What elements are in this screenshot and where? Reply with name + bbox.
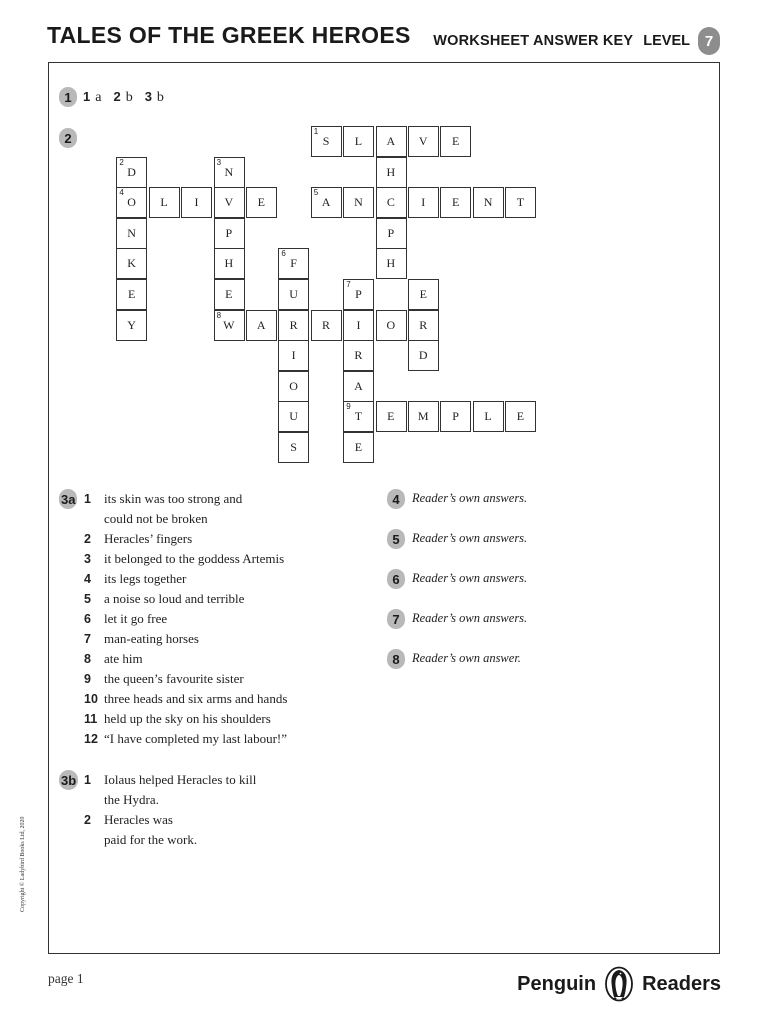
question-5-badge: 5 <box>387 529 405 549</box>
q3b-item-number: 1 <box>84 773 91 787</box>
question-3b-badge: 3b <box>59 770 78 790</box>
crossword-cell <box>408 340 439 371</box>
crossword-cell <box>376 218 407 249</box>
crossword-clue-number: 6 <box>281 249 287 259</box>
crossword-cell <box>343 340 374 371</box>
publisher-brand <box>517 966 721 1002</box>
question-8-badge: 8 <box>387 649 405 669</box>
crossword-cell <box>376 401 407 432</box>
crossword-cell <box>376 310 407 341</box>
crossword-cell <box>376 248 407 279</box>
crossword-clue-number: 7 <box>346 280 352 289</box>
crossword-clue-number: 3 <box>216 157 222 167</box>
question-1-answers <box>83 89 170 106</box>
crossword-letter: O <box>289 378 299 393</box>
crossword-clue-number: 2 <box>119 157 125 167</box>
penguin-logo-icon <box>604 966 634 1002</box>
crossword-letter: I <box>356 317 361 332</box>
crossword-cell <box>278 371 309 402</box>
q3a-item-10 <box>84 689 287 709</box>
crossword-cell <box>116 187 147 218</box>
q3b-item-text: Iolaus helped Heracles to kill <box>104 772 257 787</box>
crossword-letter: T <box>354 409 363 424</box>
crossword-cell <box>278 279 309 310</box>
q3a-item-number: 10 <box>84 692 98 706</box>
question-3a-list <box>84 489 287 749</box>
question-4-badge: 4 <box>387 489 405 509</box>
crossword-cell <box>440 126 471 157</box>
brand-readers-text: Readers <box>642 972 721 995</box>
q3b-item-text-continued: the Hydra. <box>104 792 159 807</box>
q3a-item-continuation <box>84 509 287 529</box>
crossword-letter: E <box>419 287 428 301</box>
q1-answer-2-number: 2 <box>113 89 121 104</box>
crossword-letter: H <box>224 256 234 271</box>
crossword-cell <box>278 340 309 371</box>
q3a-item-text: “I have completed my last labour!” <box>104 731 288 746</box>
crossword-cell <box>311 187 342 218</box>
q1-answer-3 <box>145 89 164 106</box>
q3a-item-12 <box>84 729 287 749</box>
crossword-cell <box>116 248 147 279</box>
copyright-notice: Copyright © Ladybird Books Ltd, 2020 <box>20 816 26 912</box>
q1-answer-2 <box>113 89 132 106</box>
crossword-cell <box>149 187 180 218</box>
crossword-letter: S <box>290 440 298 454</box>
crossword-letter: S <box>322 134 330 148</box>
q3a-item-9 <box>84 669 287 689</box>
q3a-item-5 <box>84 589 287 609</box>
q3a-item-text: its legs together <box>104 571 187 586</box>
crossword-letter: A <box>256 317 267 332</box>
crossword-cell <box>278 401 309 432</box>
crossword-cell <box>246 187 277 218</box>
crossword-letter: R <box>419 317 428 332</box>
q3a-item-text: three heads and six arms and hands <box>104 691 288 706</box>
crossword-cell <box>408 126 439 157</box>
q3a-item-2 <box>84 529 287 549</box>
level-badge: 7 <box>698 27 720 55</box>
q3a-item-3 <box>84 549 287 569</box>
level-label: LEVEL <box>643 33 690 49</box>
crossword-cell <box>116 310 147 341</box>
q3a-item-8 <box>84 649 287 669</box>
crossword-letter: P <box>452 409 460 424</box>
question-7-badge: 7 <box>387 609 405 629</box>
crossword-letter: E <box>516 409 525 424</box>
crossword-cell <box>246 310 277 341</box>
question-2-badge: 2 <box>59 128 77 148</box>
q3a-item-number: 9 <box>84 672 91 686</box>
q3b-item-continuation <box>84 830 256 850</box>
q3a-item-text: let it go free <box>104 611 168 626</box>
crossword-clue-number: 8 <box>216 310 222 320</box>
q3a-item-text: held up the sky on his shoulders <box>104 711 271 726</box>
crossword-letter: P <box>225 225 233 240</box>
crossword-cell <box>214 310 245 341</box>
q3a-item-4 <box>84 569 287 589</box>
crossword-letter: R <box>354 348 363 363</box>
crossword-letter: F <box>290 256 298 271</box>
crossword-letter: A <box>354 378 364 393</box>
question-4-answer: Reader’s own answers. <box>412 491 528 505</box>
brand-penguin-text: Penguin <box>517 972 597 995</box>
question-6-answer: Reader’s own answers. <box>412 571 528 585</box>
crossword-letter: D <box>418 348 429 363</box>
q3a-item-number: 8 <box>84 652 91 666</box>
crossword-cell <box>214 279 245 310</box>
crossword-cell <box>343 432 374 463</box>
crossword-cell <box>214 157 245 188</box>
crossword-letter: U <box>289 287 299 301</box>
crossword-letter: E <box>451 195 460 210</box>
worksheet-subtitle: WORKSHEET ANSWER KEY <box>433 33 634 49</box>
q3b-item-text-continued: paid for the work. <box>104 832 198 847</box>
crossword-letter: N <box>224 164 234 179</box>
crossword-letter: U <box>289 409 299 424</box>
crossword-letter: A <box>321 195 331 210</box>
q3b-item-1 <box>84 770 256 790</box>
q3b-item-2 <box>84 810 256 830</box>
q3a-item-text: Heracles’ fingers <box>104 531 193 546</box>
crossword-letter: W <box>223 317 235 332</box>
crossword-letter: I <box>194 195 199 210</box>
q1-answer-1-number: 1 <box>83 89 91 104</box>
crossword-cell <box>440 187 471 218</box>
crossword-letter: L <box>354 134 363 148</box>
crossword-cell <box>116 157 147 188</box>
crossword-letter: P <box>355 287 363 301</box>
crossword-cell <box>214 187 245 218</box>
crossword-letter: C <box>386 195 396 210</box>
crossword-cell <box>311 310 342 341</box>
crossword-cell <box>473 401 504 432</box>
crossword-cell <box>408 187 439 218</box>
crossword-cell <box>408 279 439 310</box>
question-1-badge: 1 <box>59 87 77 107</box>
crossword-cell <box>214 248 245 279</box>
crossword-letter: P <box>387 225 395 240</box>
crossword-letter: H <box>386 256 396 271</box>
crossword-letter: V <box>418 134 429 148</box>
q1-answer-1-letter: a <box>95 90 102 105</box>
crossword-cell <box>343 401 374 432</box>
q3a-item-number: 3 <box>84 552 91 566</box>
worksheet-title: TALES OF THE GREEK HEROES <box>47 22 411 48</box>
q3a-item-number: 11 <box>84 712 98 726</box>
q3a-item-text: man-eating horses <box>104 631 199 646</box>
crossword-cell <box>343 126 374 157</box>
q3a-item-number: 7 <box>84 632 91 646</box>
q3a-item-text: it belonged to the goddess Artemis <box>104 551 285 566</box>
question-5-answer: Reader’s own answers. <box>412 531 528 545</box>
q3a-item-text: its skin was too strong and <box>104 491 243 506</box>
crossword-cell <box>505 401 536 432</box>
q3b-item-text: Heracles was <box>104 812 173 827</box>
q3a-item-1 <box>84 489 287 509</box>
crossword-letter: E <box>354 440 363 454</box>
crossword-letter: E <box>451 134 460 148</box>
crossword-letter: R <box>322 317 331 332</box>
q1-answer-3-number: 3 <box>144 89 152 104</box>
crossword-letter: E <box>127 287 136 301</box>
crossword-cell <box>278 432 309 463</box>
q1-answer-1 <box>83 89 101 106</box>
crossword-cell <box>343 371 374 402</box>
crossword-clue-number: 4 <box>119 188 125 198</box>
crossword-cell <box>278 248 309 279</box>
crossword-letter: V <box>224 195 234 210</box>
crossword-cell <box>408 401 439 432</box>
crossword-cell <box>181 187 212 218</box>
crossword-letter: E <box>387 409 396 424</box>
q3a-item-text: ate him <box>104 651 143 666</box>
crossword-letter: R <box>289 317 299 332</box>
crossword-cell <box>505 187 536 218</box>
q3a-item-7 <box>84 629 287 649</box>
question-8-answer: Reader’s own answer. <box>412 651 521 665</box>
crossword-cell <box>376 187 407 218</box>
crossword-letter: K <box>127 256 137 271</box>
q1-answer-2-letter: b <box>125 90 133 105</box>
q3a-item-number: 4 <box>84 572 91 586</box>
q3a-item-6 <box>84 609 287 629</box>
q3a-item-number: 12 <box>84 732 98 746</box>
crossword-cell <box>278 310 309 341</box>
question-6-badge: 6 <box>387 569 405 589</box>
q3a-item-number: 5 <box>84 592 91 606</box>
crossword-cell <box>116 218 147 249</box>
crossword-cell <box>408 310 439 341</box>
crossword-letter: O <box>386 317 396 332</box>
crossword-cell <box>473 187 504 218</box>
crossword-cell <box>343 310 374 341</box>
crossword-cell <box>116 279 147 310</box>
crossword-cell <box>376 157 407 188</box>
crossword-cell <box>440 401 471 432</box>
q3a-item-text: the queen’s favourite sister <box>104 671 244 686</box>
crossword-letter: N <box>483 195 493 210</box>
q3a-item-text: a noise so loud and terrible <box>104 591 245 606</box>
crossword-cell <box>214 218 245 249</box>
crossword-letter: E <box>225 287 234 301</box>
crossword-letter: Y <box>127 317 137 332</box>
crossword-cell <box>343 279 374 310</box>
question-7-answer: Reader’s own answers. <box>412 611 528 625</box>
crossword-letter: O <box>127 195 137 210</box>
q3a-item-number: 6 <box>84 612 91 626</box>
crossword-clue-number: 1 <box>313 127 319 136</box>
question-3a-badge: 3a <box>59 489 77 509</box>
crossword-letter: I <box>291 348 297 363</box>
crossword-letter: L <box>160 195 169 210</box>
q3b-item-continuation <box>84 790 256 810</box>
q3b-item-number: 2 <box>84 813 91 827</box>
crossword-letter: T <box>516 195 525 210</box>
q1-answer-3-letter: b <box>156 90 164 105</box>
crossword-cell <box>311 126 342 157</box>
crossword-letter: M <box>417 409 430 424</box>
q3a-item-number: 2 <box>84 532 91 546</box>
header-right <box>433 27 720 55</box>
crossword-clue-number: 9 <box>346 402 352 412</box>
crossword-letter: N <box>354 195 364 210</box>
q3a-item-text-continued: could not be broken <box>104 511 208 526</box>
crossword-cell <box>376 126 407 157</box>
crossword-letter: H <box>386 164 396 179</box>
q3a-item-11 <box>84 709 287 729</box>
crossword-letter: D <box>127 164 137 179</box>
crossword-letter: A <box>386 134 396 148</box>
crossword-letter: N <box>127 225 137 240</box>
crossword-letter: L <box>484 409 493 424</box>
crossword-clue-number: 5 <box>313 188 319 198</box>
q3a-item-number: 1 <box>84 492 91 506</box>
crossword-letter: E <box>257 195 266 210</box>
crossword-cell <box>343 187 374 218</box>
question-3b-list <box>84 770 256 850</box>
crossword-letter: I <box>421 195 426 210</box>
page-number: page 1 <box>48 971 84 986</box>
